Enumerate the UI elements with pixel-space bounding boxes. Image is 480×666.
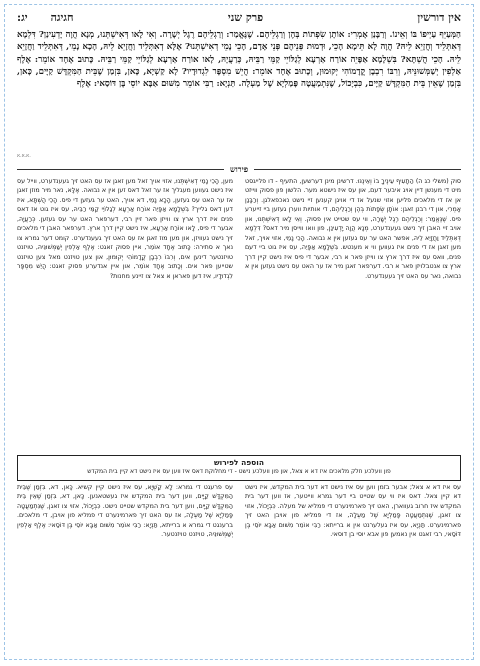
- header-tractate: [17, 11, 74, 24]
- lower-column-left: עס פרעגט די גמרא: לָא קַשְׁיָא, עס איז נישט קיין קשיא. כָּאן, דא, בִּזְמַן שֶׁבֵּית הַמִּקְדָּשׁ קַיָּים, ווען דער בית המקדש איז געשטאנען. כָּאן, דא, בִּזְמַן שֶׁאֵין בֵּית הַמִּקְדָּשׁ קַיָּים, ווען דער בית המקדש שטייט נישט. כִּבְיָכוֹל, אזוי צו זאגן, שֶׁנִּתְמַעֲטָה פָּמַלְיָא שֶׁל מַעְלָה, אז עס האט זיך פארמינערט די פמליא פון אויבן, די מלאכים. ברענגט די גמרא א ברייתא, תַּנְיָא: רַבִּי אוֹמֵר מִשּׁוּם אַבָּא יוֹסֵי בֶּן דּוֹסַאי: אֶלֶף אַלְפִין יְשַׁמְּשׁוּנֵּיהּ, טויזנט טויזנטער.: [17, 484, 233, 539]
- commentary-columns-lower: [17, 483, 461, 635]
- commentary-heading: [17, 163, 461, 175]
- commentary-title: פירוש: [229, 164, 249, 174]
- commentary-column-right: סוק (משלי כג ה) הַתָעִיף עֵינֶיךָ בוֹ וְאֵינֶנּוּ. דרשינן מינן דערשען, התעיף - דו פלייגסט מיט די מענשן דיין אויג איבער דעם, און עס איז נישטא מער. הלשון פון פסוק ווייזט אן אז די מלאכים פליען אזוי שנעל אז די אויגן קענען זיי נישט נאכפאלגן. וְרַבָּנַן אָמְרִי, און די רבנן זאגן: אוֹתָן שְׂפָתוֹת בְּהֶן וְרַגְלֵיהֶם, די אותיות ווערן געזען ביי זייערע פיס. שֶׁנֶּאֱמַר: וְרַגְלֵיהֶם רֶגֶל יְשָׁרָה, ווי עס שטייט אין פסוק. וְאִי לָאו דְּאִישְׁתְּנוּ, און אויב זיי האבן זיך נישט געענדערט, מְנָא הֲוָה יָדְעִינַן, פון וואו ווייסן מיר דאס? דִּלְמָא דְּאִתְּלֵיד וַחֲזָיֵא לֵיהּ, אפשר האט ער עס געזען אין א נבואה. הָכֵי נָמֵי, אזוי אויך, זאל מען זאגן אז די פנים איז געווען ווי א מענטש. בִּשְׁלָמָא אַפָּיֵה, עס איז גוט ביי דעם פנים, וואס עס איז דרך ארץ צו ווייזן פאר א רבי, אבער די פיס איז נישט קיין דרך ארץ צו אנטבלויזן פאר א רבי. דערפאר זאגן מיר אז ער האט עס נישט געזען אין א נבואה, נאר עס האט זיך געענדערט.: [245, 178, 461, 280]
- addition-box: [17, 455, 461, 481]
- divider: [17, 169, 224, 170]
- header-page-number: יג:: [17, 11, 28, 24]
- addition-box-text: פון וועלכע חלק מלאכים איז דא א צאל, און פון וועלכע נישט - די מחלוקת דאס איז ווען עס איז נישט דא קיין בית המקדש: [87, 467, 391, 475]
- page-header: [17, 11, 461, 25]
- lower-column-right: עס איז דא א צאל; אבער בזמן ווען עס איז נישט דא דער בית המקדש, איז נישט דא קיין צאל. דאס איז ווי עס שטייט ביי דער גמרא ווייטער, אז ווען דער בית המקדש איז חרוב געווארן, האט זיך פארמינערט די פמליא של מעלה. כִּבְיָכוֹל, אזוי צו זאגן, שֶׁנִּתְמַעֲטָה פָּמַלְיָא שֶׁל מַעְלָה, אז די פמליא פון אויבן האט זיך פארמינערט. תַּנְיָא, עס איז געלערנט אין א ברייתא: רַבִּי אוֹמֵר מִשּׁוּם אַבָּא יוֹסֵי בֶּן דּוֹסַאי, רבי זאגט אין נאמען פון אבא יוסי בן דוסאי.: [245, 484, 461, 539]
- header-chapter-number: פרק שני: [227, 11, 264, 24]
- commentary-column-left: מען, הָכֵי נָמֵי דְאִישְׁתְּנוּ, אזוי אויך זאל מען זאגן אז עס האט זיך געענדערט, ווייל עס איז נישט געווען מעגליך אז ער זאל דאס זען אין א נבואה. אֶלָּא, נאר מיר מוזן זאגן אז ער האט עס געזען, הָכָא נָמֵי, דא אויך, האט ער געזען די פיס. הָכֵי הֲשְׁתָּא, איז דען דאס גלייך? בִּשְׁלָמָא אַפָּיֵה אוֹרַח אַרְעָא לְגַלּוֹיֵי קַמֵּי רַבֵּיהּ, עס איז גוט אז דאס פנים איז דרך ארץ צו ווייזן פאר זיין רבי, דערפאר האט ער עס געזען. כְּרַעֲיָהּ, אבער די פיס, לָאו אוֹרַח אַרְעָא, איז נישט קיין דרך ארץ. דערפאר האבן די מלאכים זיך נישט געוויזן, און מען מוז זאגן אז עס האט זיך געענדערט. קומט דער גמרא צו נאך א סתירה: כָּתוּב אֶחָד אוֹמֵר, איין פסוק זאגט: אֶלֶף אַלְפִין יְשַׁמְּשׁוּנֵּיהּ, טויזנט טויזנטער דינען אים, וְרִבּוֹ רִבְבָן קֳדָמוֹהִי יְקוּמוּן, און צען טויזנט מאל צען טויזנט שטייען פאר אים. וְכָתוּב אֶחָד אוֹמֵר, און איין אנדערע פסוק זאגט: הֲיֵשׁ מִסְפָּר לִגְדוּדָיו, איז דען פאראן א צאל צו זיינע מחנות?: [17, 178, 233, 280]
- commentary-columns: [17, 177, 461, 451]
- gemara-text: הַמְּעַיֵּף עַיְיפוֹ בּוֹ וְאֵינוֹ. וְרַבָּנַן אָמְרִי: אוֹתָן שִׂפְתוֹת בְּהֶן וְרַגְלֵיהֶם. שֶׁנֶּאֱמַר: וְרַגְלֵיהֶם רֶגֶל יְשָׁרָה. וְאִי לָאו דְּאִישְׁתְּנוּ, מְנָא הֲוָה יָדְעִינַן? דִּלְמָא דְּאִתְּלֵיד וְחֲזָיֵא לֵיהּ? הֲוָה לָא תֵּימָא הָכֵי, וּדְמוּת פְּנֵיהֶם פְּנֵי אָדָם, הָכֵי נָמֵי דְאִישְׁתְּנוּ? אֶלָּא דְאִתְּלֵיד וַחֲזָיֵא לֵיהּ, הָכָא נָמֵי, דְּאִתְּלֵיד וַחֲזָיֵא לֵיהּ. הָכֵי הֲשְׁתָּא? בִּשְׁלָמָא אַפָּיֵה אוֹרַח אַרְעָא לְגַלּוֹיֵי קַמֵּי רַבֵּיהּ, כְּרַעֲיָהּ, לָאו אוֹרַח אַרְעָא לְגַלּוֹיֵי קַמֵּי רַבֵּיהּ. כָּתוּב אֶחָד אוֹמֵר: אֶלֶף אַלְפִין יְשַׁמְּשׁוּנֵּיהּ, וְרִבּוֹ רִבְבָן קֳדָמוֹהִי יְקוּמוּן, וְכָתוּב אֶחָד אוֹמֵר: הֲיֵשׁ מִסְפָּר לִגְדוּדָיו? לָא קַשְׁיָא, כָּאן, בִּזְמַן שֶׁבֵּית הַמִּקְדָּשׁ קַיָּים, כָּאן, בִּזְמַן שֶׁאֵין בֵּית הַמִּקְדָּשׁ קַיָּים, כִּבְיָכוֹל, שֶׁנִּתְמַעֲטָה פָּמַלְיָא שֶׁל מַעְלָה. תַּנְיָא: רַבִּי אוֹמֵר מִשּׁוּם אַבָּא יוֹסֵי בֶּן דּוֹסַאי: אֶלֶף: [17, 30, 461, 90]
- addition-box-title: הוספה לפירוש: [214, 458, 264, 467]
- header-tractate-name: חגיגה: [50, 11, 74, 24]
- header-chapter-name: אין דורשין: [417, 11, 461, 24]
- content: [17, 11, 461, 635]
- divider: [254, 169, 461, 170]
- page: [4, 4, 474, 660]
- footnote-marker: א.א.א.: [17, 153, 31, 159]
